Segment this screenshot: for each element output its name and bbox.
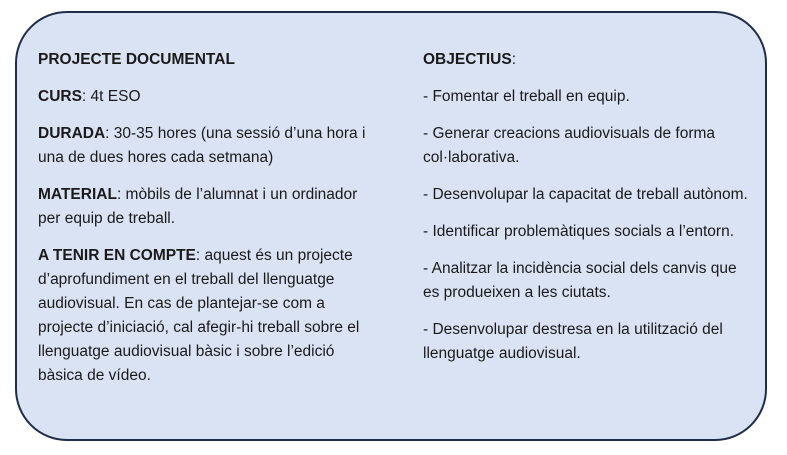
curs-value: : 4t ESO bbox=[81, 88, 141, 105]
project-title: PROJECTE DOCUMENTAL bbox=[38, 51, 235, 68]
objective-item: - Analitzar la incidència social dels canvis que es produeixen a les ciutats. bbox=[423, 260, 737, 301]
objectives-title: OBJECTIUS: bbox=[423, 51, 517, 68]
objective-item: - Fomentar el treball en equip. bbox=[423, 88, 630, 105]
objective-item: - Desenvolupar la capacitat de treball autònom. bbox=[423, 186, 748, 203]
tenir-label: A TENIR EN COMPTE bbox=[38, 247, 196, 264]
tenir-value: : aquest és un projecte d’aprofundiment en el treball del llenguatge audiovisual. En cas de plantejar-se com a projecte d’iniciació, cal afegir-hi treball sobre el llenguatge audiovisual bàsic i sobre l’edició bàsica de vídeo. bbox=[38, 247, 360, 384]
durada-label: DURADA bbox=[38, 125, 106, 142]
curs-line bbox=[38, 85, 383, 109]
curs-label: CURS bbox=[38, 88, 82, 105]
material-label: MATERIAL bbox=[38, 186, 117, 203]
durada-value: : 30-35 hores (una sessió d’una hora i una de dues hores cada setmana) bbox=[38, 125, 366, 166]
project-details-column bbox=[38, 48, 383, 401]
tenir-line bbox=[38, 244, 383, 388]
objective-item: - Identificar problemàtiques socials a l’entorn. bbox=[423, 223, 735, 240]
objective-item: - Desenvolupar destresa en la utilització del llenguatge audiovisual. bbox=[423, 321, 723, 362]
durada-line bbox=[38, 122, 383, 170]
objectives-column bbox=[423, 48, 753, 379]
info-card bbox=[15, 11, 767, 441]
objective-item: - Generar creacions audiovisuals de forma col·laborativa. bbox=[423, 125, 716, 166]
material-value: : mòbils de l’alumnat i un ordinador per equip de treball. bbox=[38, 186, 358, 227]
material-line bbox=[38, 183, 383, 231]
